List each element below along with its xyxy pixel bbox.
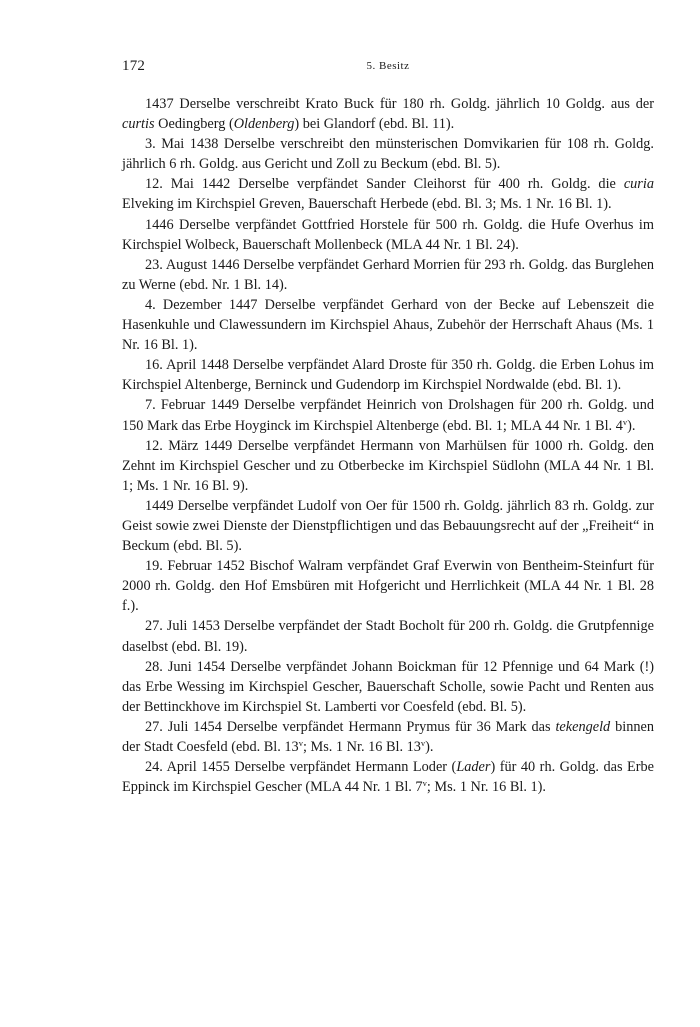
- entry-paragraph: [122, 395, 654, 435]
- verso-mark: v: [420, 738, 426, 748]
- page-header: [122, 58, 654, 78]
- text-run: 19. Februar 1452 Bischof Walram verpfändet Graf Everwin von Bentheim-Steinfurt für 2000 rh. Goldg. den Hof Emsbüren mit Hofgericht und Herrlichkeit (MLA 44 Nr. 1 Bl. 28 f.).: [122, 558, 654, 615]
- text-run: ) für 40 rh. Goldg. das Erbe Eppinck im Kirchspiel Gescher (MLA 44 Nr. 1 Bl. 7: [122, 759, 654, 796]
- entry-paragraph: [122, 215, 654, 255]
- text-run: 1437 Derselbe verschreibt Krato Buck für 180 rh. Goldg. jährlich 10 Goldg. aus der: [145, 96, 654, 112]
- text-run: 1449 Derselbe verpfändet Ludolf von Oer für 1500 rh. Goldg. jährlich 83 rh. Goldg. zur Geist sowie zwei Dienste der Dienstpflichtigen und das Bebauungsrecht auf der „Freiheit“ in Beckum (ebd. Bl. 5).: [122, 497, 655, 555]
- text-run: 12. März 1449 Derselbe verpfändet Hermann von Marhülsen für 1000 rh. Goldg. den Zehnt im Kirchspiel Gescher und zu Otberbecke im Kirchspiel Südlohn (MLA 44 Nr. 1 Bl. 1; Ms. 1 Nr. 16 Bl. 9).: [122, 437, 654, 494]
- text-run: 1446 Derselbe verpfändet Gottfried Horstele für 500 rh. Goldg. die Hufe Overhus im Kirchspiel Wolbeck, Bauerschaft Mollenbeck (MLA 44 Nr. 1 Bl. 24).: [122, 216, 654, 253]
- entry-paragraph: [122, 436, 654, 496]
- text-run: 12. Mai 1442 Derselbe verpfändet Sander Cleihorst für 400 rh. Goldg. die: [145, 176, 624, 193]
- text-run: ; Ms. 1 Nr. 16 Bl. 13: [302, 739, 421, 755]
- entry-paragraph: [122, 94, 654, 134]
- page-number: 172: [122, 58, 146, 74]
- text-run: 27. Juli 1453 Derselbe verpfändet der Stadt Bocholt für 200 rh. Goldg. die Grutpfennige daselbst (ebd. Bl. 19).: [122, 618, 654, 655]
- entry-paragraph: [122, 134, 654, 174]
- page-body: [122, 94, 654, 797]
- italic-term: curia: [623, 176, 654, 193]
- entry-paragraph: [122, 174, 654, 214]
- text-run: 4. Dezember 1447 Derselbe verpfändet Gerhard von der Becke auf Lebenszeit die Hasenkuhle und Clawessundern im Kirchspiel Ahaus, Zubehör der Herrschaft Ahaus (Ms. 1 Nr. 16 Bl. 1).: [122, 296, 654, 354]
- text-run: 23. August 1446 Derselbe verpfändet Gerhard Morrien für 293 rh. Goldg. das Burglehen zu Werne (ebd. Nr. 1 Bl. 14).: [122, 256, 654, 293]
- entry-paragraph: [122, 295, 654, 355]
- text-run: ).: [425, 739, 434, 755]
- text-run: 24. April 1455 Derselbe verpfändet Hermann Loder (: [145, 759, 457, 776]
- text-run: ).: [627, 417, 636, 434]
- entry-paragraph: [122, 496, 654, 556]
- italic-term: tekengeld: [555, 718, 611, 735]
- text-run: Elveking im Kirchspiel Greven, Bauerschaft Herbede (ebd. Bl. 3; Ms. 1 Nr. 16 Bl. 1).: [122, 196, 612, 213]
- italic-term: Lader: [456, 759, 491, 776]
- text-run: 28. Juni 1454 Derselbe verpfändet Johann Boickman für 12 Pfennige und 64 Mark (!) das Erbe Wessing im Kirchspiel Gescher, Bauerschaft Scholle, sowie Pacht und Renten aus der Bettinckhove im Kirchspiel St. Lamberti vor Coesfeld (ebd. Bl. 5).: [122, 658, 654, 715]
- text-run: 27. Juli 1454 Derselbe verpfändet Hermann Prymus für 36 Mark das: [145, 718, 556, 735]
- running-head: 5. Besitz: [366, 60, 410, 72]
- italic-term: curtis: [122, 116, 155, 133]
- text-run: 7. Februar 1449 Derselbe verpfändet Heinrich von Drolshagen für 200 rh. Goldg. und 150 Mark das Erbe Hoyginck im Kirchspiel Altenberge (ebd. Bl. 1; MLA 44 Nr. 1 Bl. 4: [122, 397, 654, 434]
- text-run: binnen der Stadt Coesfeld (ebd. Bl. 13: [122, 718, 654, 755]
- entry-paragraph: [122, 717, 654, 757]
- text-run: ; Ms. 1 Nr. 16 Bl. 1).: [426, 779, 546, 796]
- verso-mark: v: [422, 778, 427, 789]
- entry-paragraph: [122, 556, 654, 616]
- italic-term: Oldenberg: [233, 116, 295, 133]
- entry-paragraph: [122, 255, 654, 295]
- text-run: Oedingberg (: [154, 116, 234, 133]
- text-run: 16. April 1448 Derselbe verpfändet Alard Droste für 350 rh. Goldg. die Erben Lohus im Kirchspiel Altenberge, Berninck und Gudendorp im Kirchspiel Nordwalde (ebd. Bl. 1).: [122, 357, 654, 394]
- entry-paragraph: [122, 757, 654, 797]
- verso-mark: v: [622, 416, 628, 427]
- entry-paragraph: [122, 355, 654, 395]
- text-run: 3. Mai 1438 Derselbe verschreibt den münsterischen Domvikarien für 108 rh. Goldg. jährlich 6 rh. Goldg. aus Gericht und Zoll zu Beckum (ebd. Bl. 5).: [122, 136, 654, 173]
- entry-paragraph: [122, 616, 654, 656]
- verso-mark: v: [298, 738, 303, 748]
- text-run: ) bei Glandorf (ebd. Bl. 11).: [294, 116, 455, 133]
- entry-paragraph: [122, 657, 654, 717]
